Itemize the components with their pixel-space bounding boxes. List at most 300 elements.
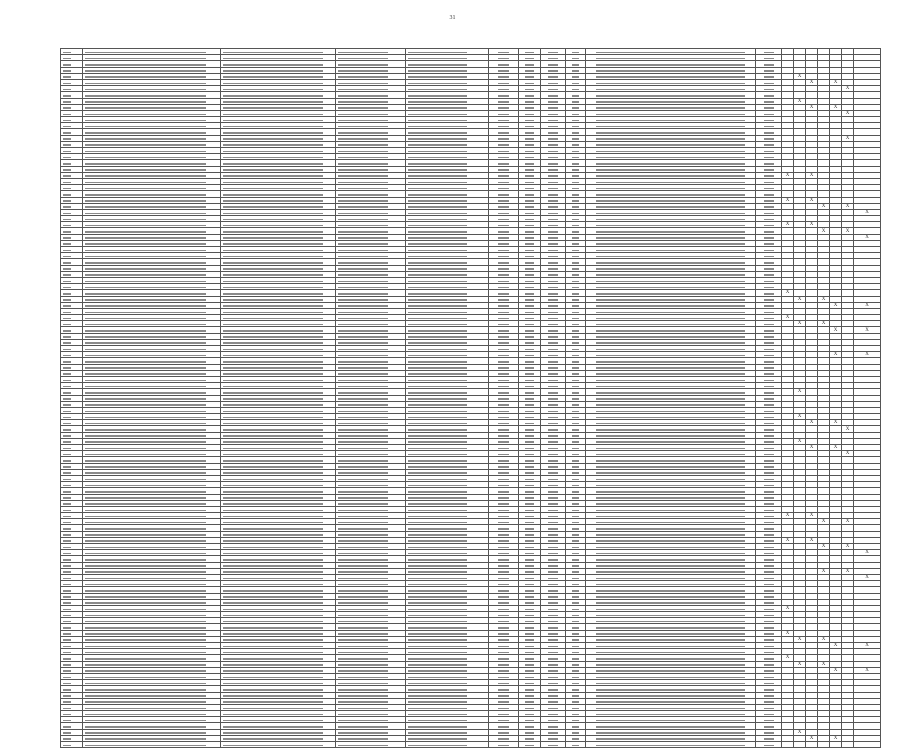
illegible-text: [85, 516, 206, 518]
illegible-text: [63, 64, 71, 66]
illegible-text: [764, 491, 774, 493]
illegible-text: [223, 256, 323, 258]
illegible-text: [525, 578, 533, 580]
illegible-text: [85, 336, 206, 338]
illegible-text: [498, 485, 510, 487]
illegible-text: [764, 256, 774, 258]
illegible-text: [525, 472, 533, 474]
illegible-text: [498, 615, 510, 617]
illegible-text: [408, 578, 467, 580]
illegible-text: [498, 225, 510, 227]
cell-mark-4: X: [818, 228, 830, 234]
illegible-text: [572, 609, 580, 611]
illegible-text: [498, 460, 510, 462]
illegible-text: [572, 615, 580, 617]
illegible-text: [498, 380, 510, 382]
illegible-text: [498, 157, 510, 159]
illegible-text: [223, 522, 323, 524]
illegible-text: [85, 584, 206, 586]
illegible-text: [338, 621, 388, 623]
illegible-text: [338, 163, 388, 165]
illegible-text: [596, 293, 745, 295]
illegible-text: [223, 404, 323, 406]
illegible-text: [338, 151, 388, 153]
illegible-text: [408, 411, 467, 413]
illegible-text: [408, 553, 467, 555]
illegible-text: [223, 441, 323, 443]
illegible-text: [525, 250, 533, 252]
illegible-text: [338, 627, 388, 629]
illegible-text: [85, 578, 206, 580]
illegible-text: [572, 200, 580, 202]
illegible-text: [85, 305, 206, 307]
illegible-text: [596, 219, 745, 221]
illegible-text: [85, 485, 206, 487]
cell-mark-3: X: [806, 537, 818, 543]
illegible-text: [498, 132, 510, 134]
illegible-text: [764, 336, 774, 338]
illegible-text: [338, 287, 388, 289]
illegible-text: [764, 627, 774, 629]
illegible-text: [596, 225, 745, 227]
illegible-text: [85, 670, 206, 672]
cell-mark-7: X: [854, 302, 881, 308]
illegible-text: [596, 627, 745, 629]
illegible-text: [572, 540, 580, 542]
illegible-text: [548, 89, 558, 91]
illegible-text: [63, 565, 71, 567]
illegible-text: [572, 411, 580, 413]
illegible-text: [85, 646, 206, 648]
illegible-text: [572, 726, 580, 728]
illegible-text: [498, 559, 510, 561]
illegible-text: [548, 590, 558, 592]
illegible-text: [764, 144, 774, 146]
illegible-text: [596, 380, 745, 382]
illegible-text: [548, 652, 558, 654]
illegible-text: [596, 398, 745, 400]
illegible-text: [498, 213, 510, 215]
illegible-text: [572, 677, 580, 679]
cell-mark-6: [842, 742, 854, 748]
illegible-text: [572, 114, 580, 116]
illegible-text: [408, 293, 467, 295]
cell-mark-3: X: [806, 445, 818, 451]
illegible-text: [63, 324, 71, 326]
illegible-text: [596, 485, 745, 487]
illegible-text: [572, 441, 580, 443]
illegible-text: [408, 169, 467, 171]
illegible-text: [764, 386, 774, 388]
illegible-text: [498, 386, 510, 388]
illegible-text: [525, 584, 533, 586]
illegible-text: [338, 423, 388, 425]
illegible-text: [85, 151, 206, 153]
illegible-text: [338, 324, 388, 326]
illegible-text: [498, 151, 510, 153]
illegible-text: [63, 163, 71, 165]
cell-mark-5: X: [830, 735, 842, 741]
illegible-text: [85, 206, 206, 208]
illegible-text: [596, 441, 745, 443]
illegible-text: [572, 144, 580, 146]
illegible-text: [596, 200, 745, 202]
cell-mark-4: X: [818, 296, 830, 302]
illegible-text: [498, 547, 510, 549]
illegible-text: [498, 689, 510, 691]
illegible-text: [498, 435, 510, 437]
cell-locality: [336, 742, 406, 748]
illegible-text: [764, 76, 774, 78]
cell-mark-6: X: [842, 426, 854, 432]
illegible-text: [338, 219, 388, 221]
illegible-text: [408, 132, 467, 134]
illegible-text: [764, 683, 774, 685]
illegible-text: [498, 349, 510, 351]
illegible-text: [596, 392, 745, 394]
cell-mark-6: X: [842, 228, 854, 234]
illegible-text: [85, 633, 206, 635]
illegible-text: [498, 194, 510, 196]
illegible-text: [764, 460, 774, 462]
illegible-text: [498, 361, 510, 363]
illegible-text: [63, 708, 71, 710]
illegible-text: [596, 89, 745, 91]
illegible-text: [572, 107, 580, 109]
cell-mark-1: [782, 742, 794, 748]
illegible-text: [63, 318, 71, 320]
illegible-text: [572, 745, 580, 747]
illegible-text: [548, 658, 558, 660]
illegible-text: [223, 479, 323, 481]
illegible-text: [572, 120, 580, 122]
illegible-text: [596, 559, 745, 561]
illegible-text: [596, 664, 745, 666]
cell-mark-3: X: [806, 513, 818, 519]
illegible-text: [596, 466, 745, 468]
illegible-text: [63, 355, 71, 357]
illegible-text: [85, 58, 206, 60]
illegible-text: [498, 534, 510, 536]
illegible-text: [596, 287, 745, 289]
illegible-text: [408, 454, 467, 456]
illegible-text: [63, 138, 71, 140]
illegible-text: [596, 349, 745, 351]
illegible-text: [525, 411, 533, 413]
illegible-text: [63, 441, 71, 443]
illegible-text: [764, 225, 774, 227]
illegible-text: [525, 528, 533, 530]
illegible-text: [85, 281, 206, 283]
illegible-text: [596, 584, 745, 586]
illegible-text: [572, 559, 580, 561]
illegible-text: [63, 182, 71, 184]
illegible-text: [572, 361, 580, 363]
illegible-text: [63, 219, 71, 221]
illegible-text: [223, 472, 323, 474]
cell-mark-6: X: [842, 110, 854, 116]
illegible-text: [498, 305, 510, 307]
illegible-text: [498, 144, 510, 146]
illegible-text: [572, 404, 580, 406]
illegible-text: [764, 175, 774, 177]
cell-type-code: [566, 742, 586, 748]
illegible-text: [85, 70, 206, 72]
illegible-text: [572, 355, 580, 357]
illegible-text: [572, 435, 580, 437]
illegible-text: [63, 701, 71, 703]
illegible-text: [408, 689, 467, 691]
illegible-text: [498, 330, 510, 332]
illegible-text: [85, 553, 206, 555]
illegible-text: [338, 578, 388, 580]
illegible-text: [764, 101, 774, 103]
illegible-text: [498, 95, 510, 97]
illegible-text: [223, 584, 323, 586]
illegible-text: [548, 720, 558, 722]
illegible-text: [498, 609, 510, 611]
illegible-text: [223, 64, 323, 66]
illegible-text: [63, 497, 71, 499]
illegible-text: [85, 268, 206, 270]
illegible-text: [498, 101, 510, 103]
illegible-text: [525, 281, 533, 283]
illegible-text: [63, 429, 71, 431]
illegible-text: [408, 565, 467, 567]
illegible-text: [572, 584, 580, 586]
illegible-text: [596, 107, 745, 109]
illegible-text: [223, 485, 323, 487]
illegible-text: [498, 107, 510, 109]
illegible-text: [223, 460, 323, 462]
illegible-text: [525, 497, 533, 499]
illegible-text: [572, 460, 580, 462]
illegible-text: [764, 732, 774, 734]
illegible-text: [498, 701, 510, 703]
illegible-text: [596, 132, 745, 134]
illegible-text: [764, 615, 774, 617]
illegible-text: [548, 281, 558, 283]
illegible-text: [223, 553, 323, 555]
illegible-text: [223, 83, 323, 85]
illegible-text: [223, 231, 323, 233]
cell-mark-7: X: [854, 643, 881, 649]
illegible-text: [525, 336, 533, 338]
cell-mark-2: X: [794, 98, 806, 104]
illegible-text: [764, 89, 774, 91]
illegible-text: [764, 633, 774, 635]
illegible-text: [408, 701, 467, 703]
illegible-text: [85, 392, 206, 394]
illegible-text: [408, 435, 467, 437]
illegible-text: [408, 231, 467, 233]
cell-mark-2: X: [794, 729, 806, 735]
illegible-text: [408, 114, 467, 116]
illegible-text: [63, 225, 71, 227]
illegible-text: [408, 83, 467, 85]
illegible-text: [764, 720, 774, 722]
illegible-text: [223, 720, 323, 722]
illegible-text: [572, 225, 580, 227]
illegible-text: [85, 695, 206, 697]
illegible-text: [338, 169, 388, 171]
illegible-text: [223, 516, 323, 518]
illegible-text: [408, 349, 467, 351]
illegible-text: [596, 602, 745, 604]
illegible-text: [596, 720, 745, 722]
illegible-text: [525, 324, 533, 326]
illegible-text: [525, 398, 533, 400]
illegible-text: [572, 262, 580, 264]
cell-mark-1: X: [782, 655, 794, 661]
illegible-text: [548, 58, 558, 60]
illegible-text: [498, 138, 510, 140]
illegible-text: [572, 268, 580, 270]
illegible-text: [596, 256, 745, 258]
illegible-text: [498, 206, 510, 208]
illegible-text: [85, 163, 206, 165]
illegible-text: [525, 256, 533, 258]
illegible-text: [525, 132, 533, 134]
illegible-text: [63, 349, 71, 351]
illegible-text: [338, 485, 388, 487]
illegible-text: [408, 417, 467, 419]
illegible-text: [408, 683, 467, 685]
illegible-text: [408, 151, 467, 153]
cell-mark-7: X: [854, 550, 881, 556]
cell-mark-5: X: [830, 302, 842, 308]
illegible-text: [338, 565, 388, 567]
illegible-text: [408, 144, 467, 146]
illegible-text: [63, 435, 71, 437]
illegible-text: [548, 299, 558, 301]
illegible-text: [498, 441, 510, 443]
illegible-text: [764, 107, 774, 109]
illegible-text: [85, 373, 206, 375]
illegible-text: [764, 52, 774, 54]
illegible-text: [572, 720, 580, 722]
illegible-text: [63, 398, 71, 400]
illegible-text: [223, 138, 323, 140]
illegible-text: [338, 708, 388, 710]
illegible-text: [525, 652, 533, 654]
illegible-text: [223, 194, 323, 196]
illegible-text: [408, 609, 467, 611]
illegible-text: [525, 373, 533, 375]
illegible-text: [223, 609, 323, 611]
illegible-text: [596, 175, 745, 177]
illegible-text: [596, 243, 745, 245]
cell-mark-6: X: [842, 451, 854, 457]
illegible-text: [596, 670, 745, 672]
illegible-text: [764, 398, 774, 400]
illegible-text: [223, 237, 323, 239]
illegible-text: [408, 485, 467, 487]
illegible-text: [85, 169, 206, 171]
illegible-text: [525, 299, 533, 301]
illegible-text: [548, 646, 558, 648]
illegible-text: [596, 658, 745, 660]
illegible-text: [498, 726, 510, 728]
illegible-text: [63, 287, 71, 289]
illegible-text: [223, 658, 323, 660]
illegible-text: [596, 64, 745, 66]
illegible-text: [596, 58, 745, 60]
illegible-text: [63, 534, 71, 536]
cell-mark-2: X: [794, 438, 806, 444]
illegible-text: [63, 70, 71, 72]
illegible-text: [548, 726, 558, 728]
illegible-text: [548, 380, 558, 382]
illegible-text: [63, 732, 71, 734]
illegible-text: [596, 213, 745, 215]
illegible-text: [498, 714, 510, 716]
illegible-text: [338, 491, 388, 493]
illegible-text: [223, 206, 323, 208]
illegible-text: [525, 213, 533, 215]
illegible-text: [223, 534, 323, 536]
page-number: 31: [449, 15, 456, 21]
cell-mark-2: X: [794, 389, 806, 395]
illegible-text: [223, 126, 323, 128]
illegible-text: [338, 355, 388, 357]
illegible-text: [63, 188, 71, 190]
illegible-text: [338, 590, 388, 592]
illegible-text: [596, 590, 745, 592]
cell-mark-3: X: [806, 104, 818, 110]
illegible-text: [498, 417, 510, 419]
illegible-text: [223, 503, 323, 505]
illegible-text: [548, 559, 558, 561]
illegible-text: [498, 652, 510, 654]
illegible-text: [498, 472, 510, 474]
illegible-text: [764, 157, 774, 159]
illegible-text: [548, 169, 558, 171]
illegible-text: [338, 479, 388, 481]
illegible-text: [85, 120, 206, 122]
illegible-text: [85, 429, 206, 431]
illegible-text: [596, 83, 745, 85]
cell-mark-7: X: [854, 667, 881, 673]
illegible-text: [85, 367, 206, 369]
illegible-text: [223, 683, 323, 685]
illegible-text: [572, 101, 580, 103]
illegible-text: [63, 553, 71, 555]
illegible-text: [223, 738, 323, 740]
illegible-text: [548, 615, 558, 617]
illegible-text: [338, 213, 388, 215]
illegible-text: [572, 547, 580, 549]
illegible-text: [63, 299, 71, 301]
illegible-text: [63, 460, 71, 462]
illegible-text: [548, 120, 558, 122]
illegible-text: [408, 398, 467, 400]
illegible-text: [498, 627, 510, 629]
illegible-text: [338, 454, 388, 456]
illegible-text: [498, 324, 510, 326]
illegible-text: [525, 510, 533, 512]
illegible-text: [596, 262, 745, 264]
illegible-text: [85, 250, 206, 252]
illegible-text: [85, 312, 206, 314]
illegible-text: [408, 466, 467, 468]
illegible-text: [764, 83, 774, 85]
illegible-text: [408, 163, 467, 165]
illegible-text: [596, 609, 745, 611]
illegible-text: [223, 107, 323, 109]
illegible-text: [408, 392, 467, 394]
illegible-text: [408, 677, 467, 679]
